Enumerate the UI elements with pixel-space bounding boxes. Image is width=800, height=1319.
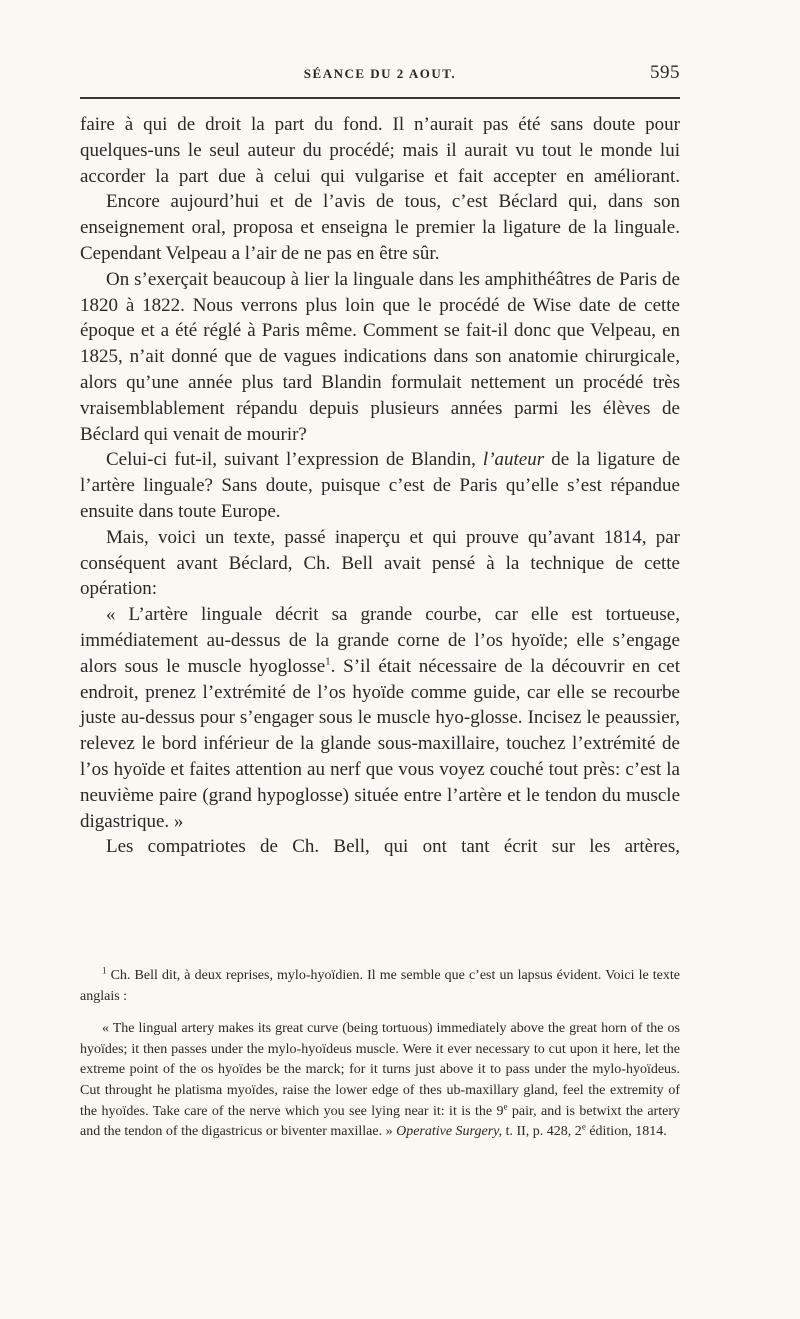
paragraph-blandin (80, 447, 680, 524)
page-number: 595 (650, 62, 680, 83)
text-span: t. II, p. 428, 2 (502, 1124, 582, 1140)
text-span: « The lingual artery makes its great curve (being tortuous) immediately above the great horn of the os hyoïdes; it then passes under the mylo-hyoïdeus muscle. Were it ever necessary to cut upon it here, let the extreme point of the os hyoïdes be the marck; for it turns just above it to pass under the mylo-hyoïdeus. Cut throught he platisma myoïdes, raise the lower edge of thes ub-maxillary gland, feel the extremity of the hyoïdes. Take care of the nerve which you see lying near it: it is the 9 (80, 1021, 680, 1119)
footnote-mark: 1 (102, 965, 107, 976)
paragraph-continuation: faire à qui de droit la part du fond. Il n’aurait pas été sans doute pour quelques-uns le seul auteur du procédé; mais il aurait vu tout le monde lui accorder la part due à celui qui vulgarise et fait accepter en améliorant. (80, 114, 680, 187)
superscript: e (581, 1121, 586, 1132)
footnote-text: Ch. Bell dit, à deux reprises, mylo-hyoïdien. Il me semble que c’est un lapsus évident. Voici le texte anglais : (80, 968, 680, 1004)
footnote-gap (80, 1007, 680, 1019)
paragraph-beclard: Encore aujourd’hui et de l’avis de tous, c’est Béclard qui, dans son enseignement oral, proposa et enseigna le premier la ligature de la linguale. Cependant Velpeau a l’air de ne pas en être sûr. (80, 191, 680, 264)
footnote-reference: 1 (325, 655, 331, 668)
paragraph-quotation (80, 602, 680, 834)
paragraph-amphitheatres: On s’exerçait beaucoup à lier la linguale dans les amphithéâtres de Paris de 1820 à 1822. Nous verrons plus loin que le procédé de Wise date de cette époque et a été réglé à Paris même. Comment se fait-il donc que Velpeau, en 1825, n’ait donné que de vagues indications dans son anatomie chirurgicale, alors qu’une année plus tard Blandin formulait nettement un procédé très vraisemblablement répandu depuis plusieurs années parmi les élèves de Béclard qui venait de mourir? (80, 268, 680, 445)
header-rule (80, 97, 680, 99)
text-span: « L’artère linguale décrit sa grande courbe, car elle est tortueuse, immédiatement au-dessus de la grande corne de l’os hyoïde; elle s’engage alors sous le muscle hyoglosse (80, 604, 680, 677)
main-text (80, 112, 680, 860)
running-head (80, 62, 680, 86)
paragraph-compatriots: Les compatriotes de Ch. Bell, qui ont tant écrit sur les artères, (106, 836, 680, 858)
text-span: de la ligature de l’artère linguale? Sans doute, puisque c’est de Paris qu’elle s’est répandue ensuite dans toute Europe. (80, 449, 680, 522)
text-span: pair, and is betwixt the artery and the tendon of the digastricus or biventer maxillae. » (80, 1103, 680, 1140)
footnote-note (80, 966, 680, 1007)
running-title: SÉANCE DU 2 AOUT. (303, 66, 457, 81)
paragraph-bell-text: Mais, voici un texte, passé inaperçu et qui prouve qu’avant 1814, par conséquent avant Béclard, Ch. Bell avait pensé à la technique de cette opération: (80, 526, 680, 600)
footnote-english-quote (80, 1019, 680, 1143)
text-span: . S’il était nécessaire de la découvrir en cet endroit, prenez l’extrémité de l’os hyoïde comme guide, car elle se recourbe juste au-dessus pour s’engager sous le muscle hyo-glosse. Incisez le peaussier, relevez le bord inférieur de la glande sous-maxillaire, touchez l’extrémité de l’os hyoïde et faites attention au nerf que vous voyez couché tout près: c’est la neuvième paire (grand hypoglosse) située entre l’artère et le tendon du muscle digastrique. » (80, 655, 680, 832)
italic-term: l’auteur (482, 449, 545, 471)
source-title: Operative Surgery, (396, 1124, 503, 1140)
footnotes (80, 966, 680, 1143)
superscript: e (503, 1100, 508, 1111)
text-span: édition, 1814. (585, 1124, 667, 1140)
text-span: Celui-ci fut-il, suivant l’expression de Blandin, (106, 449, 483, 471)
